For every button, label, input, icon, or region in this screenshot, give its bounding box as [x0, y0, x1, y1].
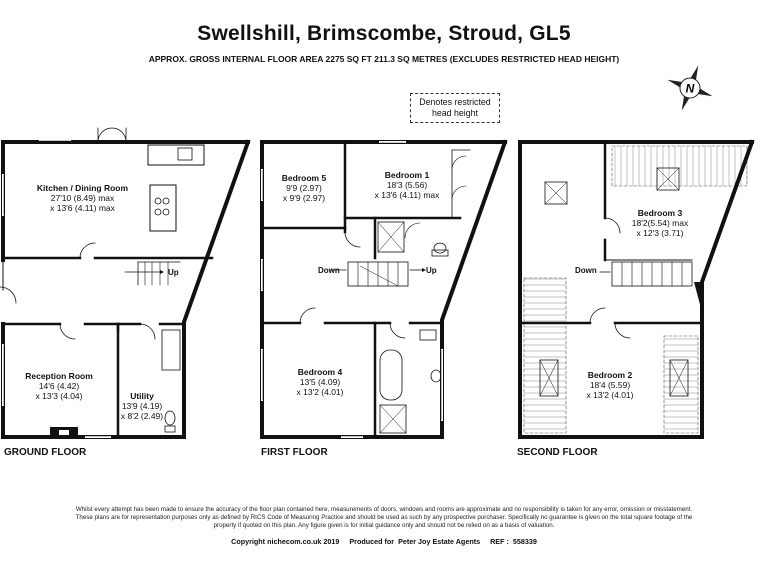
ground-floor-label: GROUND FLOOR: [4, 447, 87, 458]
first-floor-label: FIRST FLOOR: [261, 447, 328, 458]
room-label-utility: [118, 391, 166, 421]
room-name: Bedroom 2: [587, 370, 633, 380]
room-label-bedroom1: [362, 170, 452, 200]
copyright-line: Copyright nichecom.co.uk 2019 Produced for Peter Joy Estate Agents REF : 558339: [231, 537, 537, 546]
room-dimension: x 13'6 (4.11) max: [374, 190, 440, 200]
room-dimension: 13'9 (4.19): [121, 401, 163, 411]
room-dimension: 18'2(5.54) max: [631, 218, 689, 228]
room-dimension: 9'9 (2.97): [286, 183, 322, 193]
room-dimension: 14'6 (4.42): [38, 381, 80, 391]
second-stairs-down-label: Down: [575, 266, 597, 275]
room-dimension: x 12'3 (3.71): [636, 228, 684, 238]
plan-title: Swellshill, Brimscombe, Stroud, GL5: [197, 22, 571, 45]
room-dimension: x 13'2 (4.01): [586, 390, 634, 400]
room-name: Bedroom 1: [384, 170, 430, 180]
room-label-bedroom5: [268, 173, 340, 203]
first-stairs-down-label: Down: [318, 266, 340, 275]
room-dimension: 18'4 (5.59): [589, 380, 631, 390]
room-dimension: x 9'9 (2.97): [282, 193, 326, 203]
room-name: Bedroom 5: [281, 173, 327, 183]
room-dimension: x 13'2 (4.01): [296, 387, 344, 397]
floor-area-subtitle: APPROX. GROSS INTERNAL FLOOR AREA 2275 SQ FT 211.3 SQ METRES (EXCLUDES RESTRICTED HEAD HEIGHT): [148, 54, 620, 64]
room-dimension: 18'3 (5.56): [386, 180, 428, 190]
room-name: Bedroom 3: [637, 208, 683, 218]
room-name: Bedroom 4: [297, 367, 343, 377]
room-label-bedroom3: [615, 208, 705, 238]
room-dimension: 13'5 (4.09): [299, 377, 341, 387]
room-name: Kitchen / Dining Room: [36, 183, 129, 193]
compass-north-label: N: [685, 81, 695, 96]
restricted-head-height-note: Denotes restricted head height: [410, 93, 500, 123]
disclaimer-text: Whilst every attempt has been made to ensure the accuracy of the floor plan contained here, measurements of doors, windows and rooms are approximate and no responsibility is taken for any error, omission or misstatement. These plans are for representation purposes only as defined by RICS Code of Measuring Practice and should be used as such by any prospective purchaser. Specifically no guarantee is given on the total square footage of the property if quoted on this plan. Any figure given is for initial guidance only and should not be relied on as a basis of valuation.: [75, 506, 693, 529]
second-floor-label: SECOND FLOOR: [517, 447, 598, 458]
room-name: Utility: [130, 391, 154, 401]
ground-stairs-up-label: Up: [168, 268, 179, 277]
first-stairs-up-label: Up: [426, 266, 437, 275]
room-name: Reception Room: [25, 371, 93, 381]
room-dimension: x 13'3 (4.04): [35, 391, 83, 401]
room-dimension: x 8'2 (2.49): [120, 411, 164, 421]
room-label-bedroom4: [280, 367, 360, 397]
room-label-bedroom2: [570, 370, 650, 400]
room-dimension: 27'10 (8.49) max: [50, 193, 115, 203]
room-label-kitchen: [20, 183, 145, 213]
room-label-reception: [10, 371, 108, 401]
room-dimension: x 13'6 (4.11) max: [50, 203, 115, 213]
